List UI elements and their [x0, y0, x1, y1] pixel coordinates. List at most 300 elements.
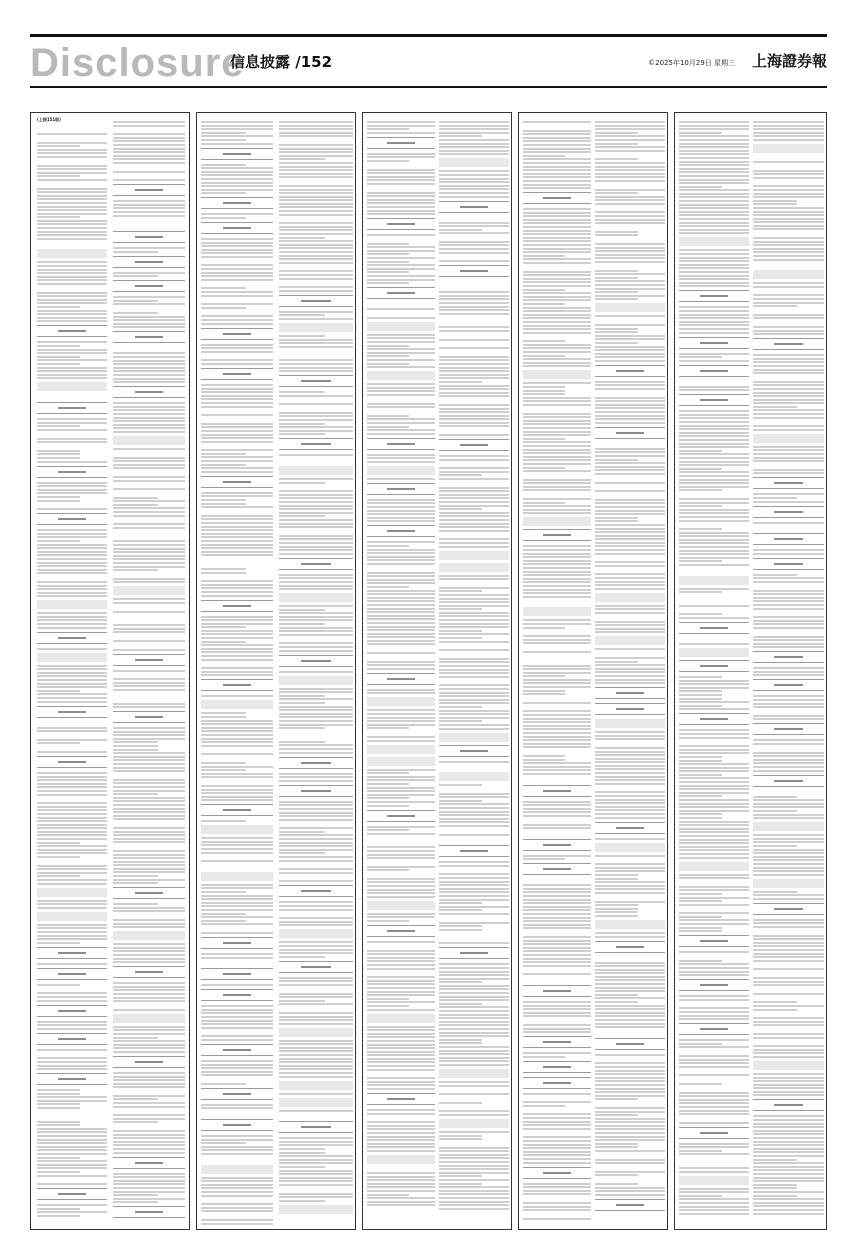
text-line: [595, 231, 638, 233]
text-line: [113, 756, 185, 758]
text-line: [113, 1180, 185, 1182]
text-line: [595, 176, 665, 178]
text-line: [439, 381, 482, 383]
text-line: [279, 1061, 353, 1063]
section-heading: [439, 845, 509, 857]
text-line: [523, 148, 591, 150]
text-line: [595, 892, 665, 894]
text-line: [753, 406, 797, 408]
text-line: [523, 420, 591, 422]
text-line: [523, 351, 591, 353]
text-line: [753, 977, 824, 979]
text-line: [439, 302, 509, 304]
text-line: [113, 808, 185, 810]
text-line: [753, 173, 824, 175]
text-line: [439, 877, 509, 879]
text-line: [595, 987, 665, 989]
section-heading: [679, 394, 749, 406]
text-line: [201, 495, 273, 497]
text-line: [367, 549, 435, 551]
text-line: [201, 499, 246, 501]
text-line: [201, 796, 273, 798]
text-line: [37, 450, 80, 452]
text-line: [523, 240, 591, 242]
text-line: [367, 160, 409, 162]
text-line: [753, 248, 824, 250]
text-line: [279, 185, 353, 187]
text-line: [679, 264, 749, 266]
text-line: [753, 834, 824, 836]
text-line: [279, 132, 353, 134]
text-line: [367, 724, 435, 726]
section-heading: [523, 863, 591, 875]
text-line: [367, 264, 435, 266]
text-line: [367, 575, 435, 577]
subsection-bar: [595, 843, 665, 852]
text-line: [753, 755, 824, 757]
text-line: [37, 875, 80, 877]
text-line: [523, 166, 591, 168]
text-line: [595, 219, 665, 221]
text-line: [753, 814, 824, 816]
text-line: [523, 635, 591, 637]
text-line: [37, 572, 107, 574]
text-line: [679, 846, 749, 848]
text-line: [201, 695, 273, 697]
paragraph-gap: [753, 525, 824, 530]
text-line: [37, 562, 107, 564]
text-line: [523, 1093, 591, 1095]
text-line: [113, 631, 185, 633]
text-line: [201, 1146, 273, 1148]
text-line: [523, 1113, 591, 1115]
text-line: [201, 430, 273, 432]
text-line: [679, 1018, 749, 1020]
section-heading: [279, 785, 353, 797]
text-line: [523, 920, 591, 922]
text-line: [679, 1191, 749, 1193]
text-line: [279, 827, 353, 829]
section-heading: [113, 256, 185, 268]
text-line: [523, 651, 591, 653]
text-line: [679, 963, 749, 965]
text-line: [113, 578, 185, 580]
text-line: [201, 515, 273, 517]
text-line: [201, 659, 273, 661]
text-line: [113, 272, 185, 274]
text-line: [523, 307, 591, 309]
text-line: [367, 885, 435, 887]
text-line: [679, 912, 749, 914]
text-line: [753, 251, 824, 253]
text-line: [201, 464, 246, 466]
text-line: [679, 314, 749, 316]
text-line: [279, 581, 353, 583]
text-line: [201, 932, 273, 934]
text-line: [113, 352, 185, 354]
text-line: [439, 884, 509, 886]
section-heading: [367, 810, 435, 822]
paragraph-gap: [113, 223, 185, 228]
text-line: [679, 971, 749, 973]
text-line: [439, 1157, 509, 1159]
text-line: [37, 817, 107, 819]
text-line: [37, 172, 107, 174]
text-line: [753, 891, 797, 893]
text-line: [279, 135, 353, 137]
text-line: [113, 815, 185, 817]
text-line: [367, 426, 409, 428]
text-line: [37, 727, 107, 729]
text-line: [279, 244, 353, 246]
text-line: [753, 1198, 824, 1200]
text-line: [113, 527, 185, 529]
text-line: [439, 925, 482, 927]
text-line: [753, 170, 824, 172]
text-line: [679, 324, 749, 326]
text-line: [279, 226, 353, 228]
text-line: [523, 1206, 591, 1208]
text-line: [679, 1059, 749, 1061]
text-line: [367, 348, 435, 350]
text-line: [367, 517, 435, 519]
text-line: [367, 1001, 435, 1003]
text-column: [523, 121, 591, 1225]
text-line: [37, 942, 80, 944]
paragraph-gap: [201, 1111, 273, 1116]
text-line: [679, 733, 749, 735]
text-line: [439, 1003, 482, 1005]
text-line: [367, 608, 435, 610]
text-line: [595, 664, 665, 666]
text-line: [679, 690, 722, 692]
text-line: [367, 192, 435, 194]
text-line: [439, 728, 509, 730]
text-line: [523, 255, 565, 257]
text-line: [679, 763, 749, 765]
text-line: [201, 275, 273, 277]
text-line: [37, 1057, 107, 1059]
text-line: [439, 1204, 509, 1206]
text-line: [679, 386, 749, 388]
text-line: [113, 460, 185, 462]
text-line: [37, 1103, 80, 1105]
text-line: [595, 738, 665, 740]
text-line: [753, 863, 824, 865]
text-line: [201, 633, 273, 635]
text-line: [439, 1150, 509, 1152]
text-line: [279, 508, 353, 510]
text-line: [523, 1183, 591, 1185]
text-line: [279, 433, 325, 435]
text-line: [113, 370, 185, 372]
text-line: [37, 1000, 107, 1002]
text-line: [753, 956, 824, 958]
text-line: [595, 222, 665, 224]
text-line: [37, 356, 80, 358]
text-line: [595, 799, 665, 801]
text-line: [523, 328, 591, 330]
text-line: [37, 809, 107, 811]
text-line: [595, 855, 665, 857]
section-heading: [367, 287, 435, 299]
text-line: [523, 1121, 591, 1123]
subsection-bar: [37, 382, 107, 391]
text-line: [201, 619, 273, 621]
text-line: [367, 366, 435, 368]
text-line: [439, 811, 509, 813]
text-line: [523, 895, 591, 897]
text-line: [439, 1050, 509, 1052]
text-line: [37, 1049, 107, 1051]
text-line: [279, 588, 353, 590]
text-line: [753, 381, 824, 383]
text-line: [279, 391, 325, 393]
text-line: [679, 317, 749, 319]
text-line: [439, 641, 509, 643]
text-line: [113, 907, 185, 909]
text-line: [201, 1039, 273, 1041]
text-line: [201, 1203, 273, 1205]
text-line: [439, 623, 509, 625]
text-line: [595, 315, 665, 317]
text-line: [37, 868, 107, 870]
text-line: [523, 1056, 565, 1058]
text-line: [113, 540, 185, 542]
text-line: [439, 710, 509, 712]
text-line: [439, 1010, 509, 1012]
text-line: [37, 648, 107, 650]
text-line: [279, 949, 353, 951]
text-line: [679, 232, 749, 234]
text-line: [37, 619, 107, 621]
text-line: [679, 1046, 749, 1048]
text-line: [679, 874, 749, 876]
text-line: [113, 749, 158, 751]
text-line: [113, 402, 185, 404]
text-line: [679, 613, 722, 615]
text-line: [753, 1123, 824, 1125]
subsection-bar: [37, 653, 107, 662]
text-line: [113, 551, 185, 553]
text-line: [113, 207, 185, 209]
text-line: [439, 761, 509, 763]
text-line: [201, 584, 273, 586]
text-line: [595, 1015, 665, 1017]
paragraph-gap: [595, 1030, 665, 1035]
text-line: [523, 144, 591, 146]
text-line: [753, 314, 824, 316]
text-line: [367, 998, 409, 1000]
text-line: [113, 548, 185, 550]
text-line: [201, 518, 273, 520]
text-line: [679, 767, 749, 769]
text-line: [37, 213, 107, 215]
text-line: [113, 857, 185, 859]
text-line: [753, 453, 824, 455]
text-line: [523, 347, 591, 349]
text-line: [753, 1191, 824, 1193]
text-line: [37, 142, 107, 144]
text-line: [595, 506, 665, 508]
section-heading: [523, 785, 591, 797]
text-line: [367, 502, 435, 504]
text-line: [753, 859, 824, 861]
section-heading: [679, 935, 749, 947]
text-line: [113, 504, 158, 506]
text-line: [113, 251, 158, 253]
text-line: [753, 699, 824, 701]
text-line: [113, 703, 185, 705]
text-line: [679, 285, 749, 287]
section-heading: [201, 368, 273, 380]
text-line: [367, 779, 435, 781]
text-line: [37, 742, 80, 744]
text-line: [753, 695, 824, 697]
text-line: [367, 652, 435, 654]
text-line: [679, 1213, 749, 1215]
text-line: [753, 639, 824, 641]
text-line: [367, 478, 435, 480]
section-heading: [201, 197, 273, 209]
text-line: [367, 1069, 435, 1071]
text-line: [37, 227, 107, 229]
subsection-bar: [753, 434, 824, 443]
text-line: [753, 1130, 824, 1132]
text-line: [279, 1012, 353, 1014]
text-line: [523, 222, 591, 224]
text-line: [37, 834, 107, 836]
text-line: [367, 429, 435, 431]
subsection-bar: [201, 700, 273, 709]
text-line: [595, 381, 665, 383]
text-line: [523, 386, 565, 388]
subsection-bar: [439, 733, 509, 742]
text-line: [439, 999, 509, 1001]
text-line: [201, 852, 273, 854]
text-line: [439, 818, 509, 820]
text-line: [523, 732, 591, 734]
text-line: [523, 571, 591, 573]
text-line: [367, 889, 435, 891]
text-line: [439, 1064, 509, 1066]
text-line: [37, 457, 80, 459]
text-line: [679, 550, 749, 552]
text-line: [439, 252, 509, 254]
text-line: [595, 189, 665, 191]
text-line: [439, 891, 509, 893]
text-line: [279, 403, 353, 405]
text-line: [201, 891, 246, 893]
text-line: [595, 169, 665, 171]
text-line: [201, 363, 273, 365]
text-line: [753, 577, 824, 579]
text-line: [37, 831, 107, 833]
text-line: [201, 426, 273, 428]
text-line: [595, 243, 665, 245]
text-line: [279, 860, 353, 862]
text-line: [279, 1072, 353, 1074]
text-line: [679, 729, 749, 731]
text-line: [753, 372, 824, 374]
text-line: [367, 279, 435, 281]
text-line: [439, 1193, 509, 1195]
text-line: [753, 354, 824, 356]
text-line: [439, 1028, 509, 1030]
text-line: [37, 992, 107, 994]
subsection-bar: [595, 593, 665, 602]
text-line: [37, 168, 107, 170]
text-line: [753, 449, 824, 451]
text-line: [595, 584, 665, 586]
text-line: [753, 549, 824, 551]
text-line: [439, 146, 509, 148]
section-heading: [523, 1167, 591, 1179]
text-line: [37, 485, 107, 487]
text-line: [523, 668, 591, 670]
text-line: [201, 503, 246, 505]
text-line: [37, 1024, 107, 1026]
text-line: [439, 633, 509, 635]
text-line: [753, 945, 824, 947]
section-heading: [113, 711, 185, 723]
text-line: [523, 482, 591, 484]
text-column: [679, 121, 749, 1225]
text-line: [679, 306, 749, 308]
section-heading: [201, 1119, 273, 1131]
text-line: [279, 505, 353, 507]
text-line: [201, 860, 273, 862]
section-heading: [753, 903, 824, 915]
text-line: [367, 787, 435, 789]
panel-2: [196, 112, 356, 1230]
text-line: [367, 957, 435, 959]
text-line: [113, 986, 185, 988]
text-line: [367, 406, 435, 408]
text-line: [523, 365, 591, 367]
text-line: [439, 1131, 509, 1133]
text-line: [679, 803, 749, 805]
text-line: [523, 244, 591, 246]
text-line: [279, 1196, 353, 1198]
text-line: [37, 856, 80, 858]
text-line: [201, 674, 273, 676]
section-heading: [113, 654, 185, 666]
text-line: [595, 1194, 665, 1196]
text-line: [679, 560, 722, 562]
text-line: [439, 392, 509, 394]
text-line: [753, 867, 824, 869]
text-line: [523, 296, 591, 298]
text-line: [113, 1176, 185, 1178]
text-line: [201, 1142, 246, 1144]
text-line: [37, 1028, 107, 1030]
text-line: [679, 897, 749, 899]
text-line: [753, 417, 824, 419]
text-line: [113, 476, 185, 478]
text-line: [201, 303, 273, 305]
text-line: [523, 303, 565, 305]
text-line: [595, 180, 665, 182]
text-line: [37, 612, 107, 614]
text-line: [201, 1023, 273, 1025]
text-line: [595, 754, 665, 756]
text-line: [753, 1115, 824, 1117]
section-heading: [201, 222, 273, 234]
text-line: [679, 781, 749, 783]
text-line: [595, 1187, 665, 1189]
text-line: [37, 984, 80, 986]
